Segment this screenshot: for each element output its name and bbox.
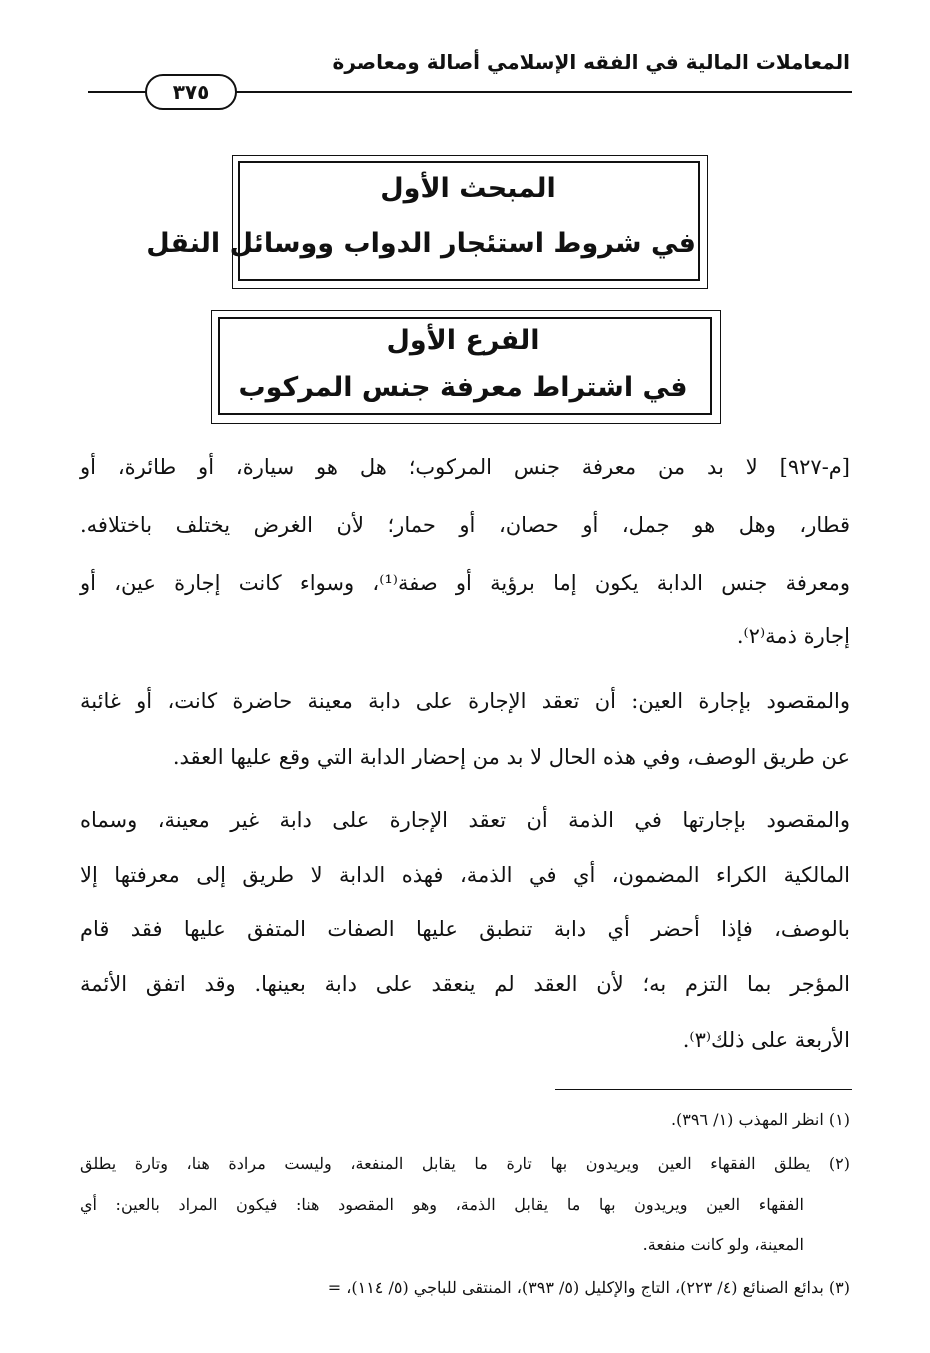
body-line: بالوصف، فإذا أحضر أي دابة تنطبق عليها الصفات المتفق عليها فقد قام	[80, 917, 850, 941]
running-title: المعاملات المالية في الفقه الإسلامي أصالة ومعاصرة	[332, 50, 850, 74]
body-line: المالكية الكراء المضمون، أي في الذمة، فهذه الدابة لا طريق إلى معرفتها إلا	[80, 863, 850, 887]
footnote-2-continued: الفقهاء العين ويريدون بها ما يقابل الذمة، وهو المقصود هنا: فيكون المراد بالعين: أي	[80, 1195, 804, 1214]
body-line: الأربعة على ذلك⁽٣⁾.	[682, 1028, 850, 1052]
footnote-separator	[555, 1089, 852, 1090]
page-number-badge: ٣٧٥	[145, 74, 237, 110]
body-line: إجارة ذمة⁽٢⁾.	[736, 624, 850, 648]
section-title: المبحث الأول	[380, 173, 556, 204]
body-line: عن طريق الوصف، وفي هذه الحال لا بد من إحضار الدابة التي وقع عليها العقد.	[172, 745, 850, 769]
body-line: والمقصود بإجارتها في الذمة أن تعقد الإجارة على دابة غير معينة، وسماه	[80, 808, 850, 832]
footnote-3: (٣) بدائع الصنائع (٤/ ٢٢٣)، التاج والإكليل (٥/ ٣٩٣)، المنتقى للباجي (٥/ ١١٤)، =	[327, 1278, 850, 1297]
body-line: قطار، وهل هو جمل، أو حصان، أو حمار؛ لأن الغرض يختلف باختلافه.	[80, 513, 850, 537]
body-line: ومعرفة جنس الدابة يكون إما برؤية أو صفة⁽¹⁾، وسواء كانت إجارة عين، أو	[80, 571, 850, 595]
footnote-1: (١) انظر المهذب (١/ ٣٩٦).	[670, 1110, 850, 1129]
footnote-2-continued: المعينة، ولو كانت منفعة.	[642, 1235, 804, 1254]
subsection-title: الفرع الأول	[386, 325, 540, 356]
body-line: المؤجر بما التزم به؛ لأن العقد لم ينعقد على دابة بعينها. وقد اتفق الأئمة	[80, 972, 850, 996]
footnote-2: (٢) يطلق الفقهاء العين ويريدون بها تارة ما يقابل المنفعة، وليست مرادة هنا، وتارة يطلق	[80, 1154, 850, 1173]
body-line: [م-٩٢٧] لا بد من معرفة جنس المركوب؛ هل هو سيارة، أو طائرة، أو	[80, 455, 850, 479]
body-line: والمقصود بإجارة العين: أن تعقد الإجارة على دابة معينة حاضرة كانت، أو غائبة	[80, 689, 850, 713]
section-subtitle: في شروط استئجار الدواب ووسائل النقل	[146, 228, 696, 259]
subsection-subtitle: في اشتراط معرفة جنس المركوب	[238, 372, 688, 403]
